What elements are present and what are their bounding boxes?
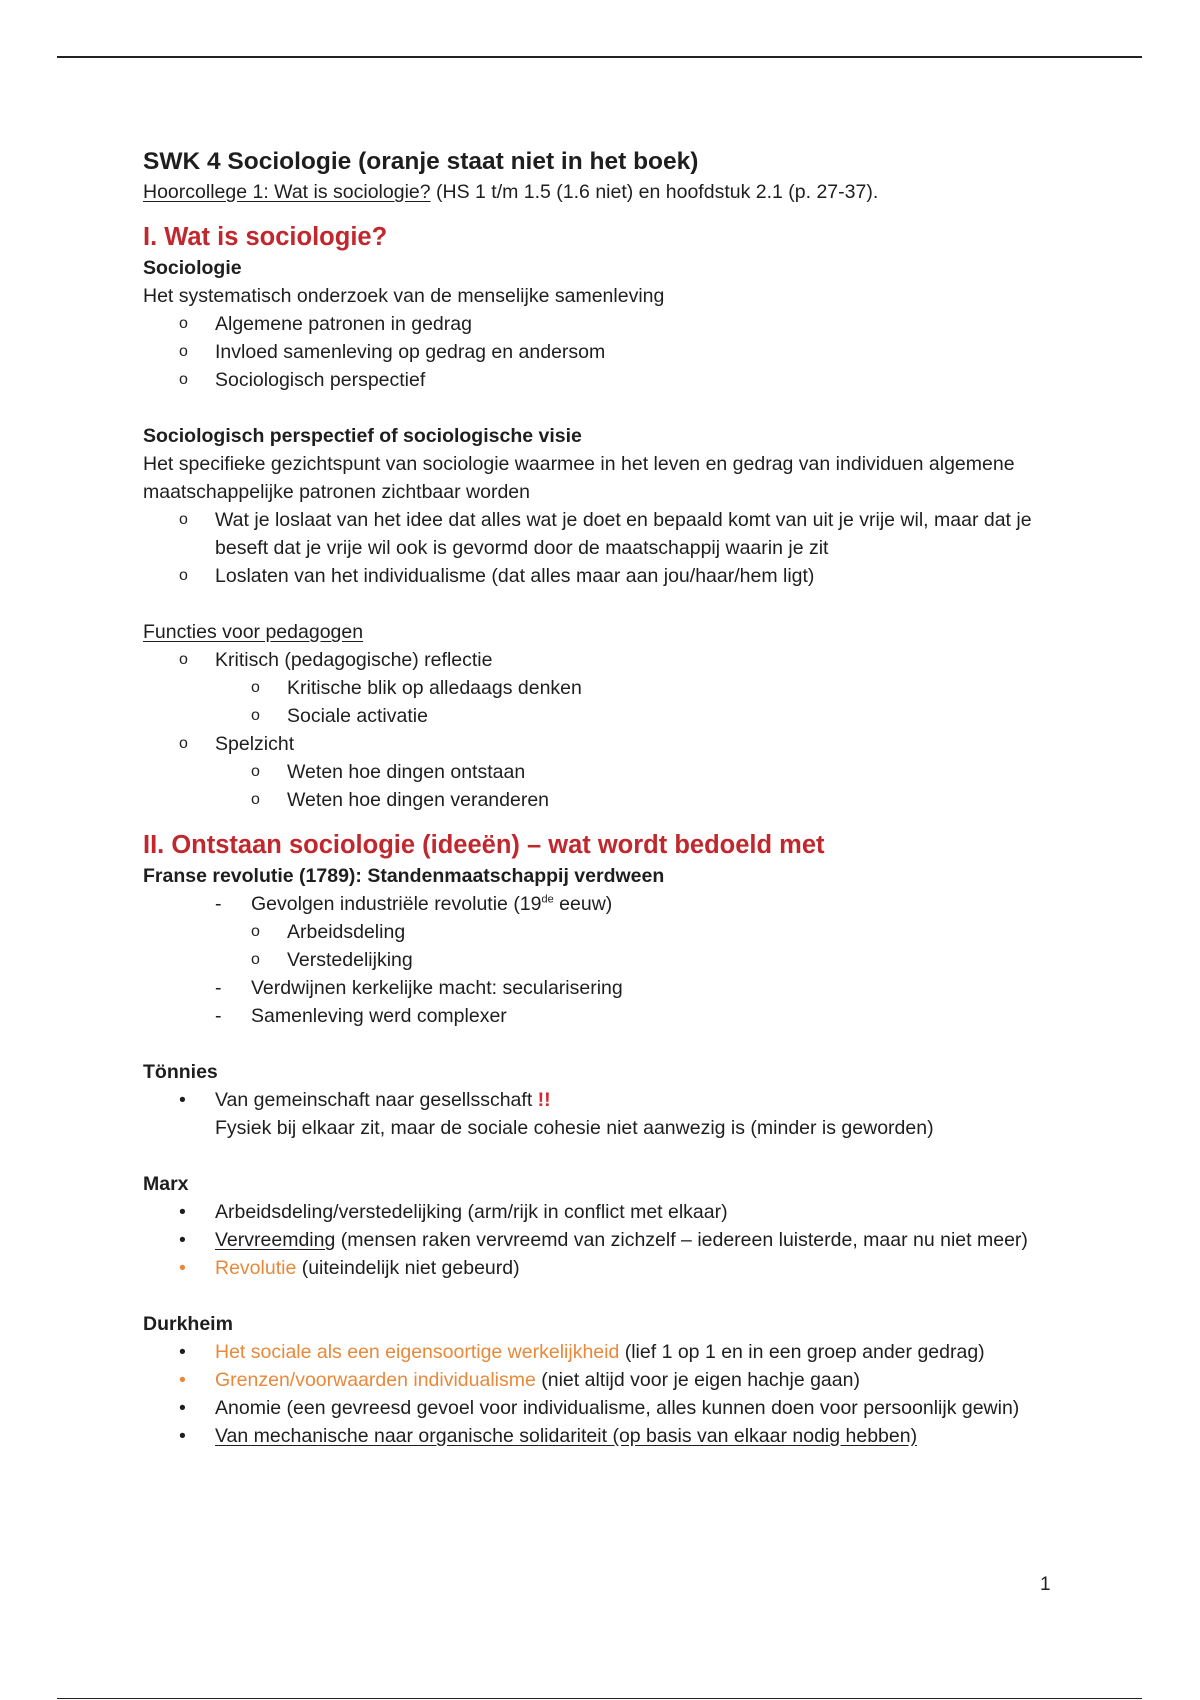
list-item: - Gevolgen industriële revolutie (19de eeuw) xyxy=(215,893,613,915)
list-item: o Wat je loslaat van het idee dat alles wat je doet en bepaald komt van uit je vrije wil, maar dat je beseft dat je vrije wil ook is gevormd door de maatschappij waarin je zit xyxy=(179,509,1032,559)
list-item: • Arbeidsdeling/verstedelijking (arm/rijk in conflict met elkaar) xyxy=(179,1201,728,1223)
list-item: • Revolutie (uiteindelijk niet gebeurd) xyxy=(179,1257,520,1279)
list-item: o Weten hoe dingen veranderen xyxy=(251,789,550,811)
list-item: o Invloed samenleving op gedrag en andersom xyxy=(179,341,606,363)
section-heading-1: I. Wat is sociologie? xyxy=(143,223,388,251)
french-revolution-subheading: Franse revolutie (1789): Standenmaatschappij verdween xyxy=(143,865,665,887)
section-heading-2: II. Ontstaan sociologie (ideeën) – wat wordt bedoeld met xyxy=(143,831,825,859)
term-sociologie: Sociologie xyxy=(143,257,242,279)
header-rule xyxy=(57,56,1142,58)
list-item: • Van gemeinschaft naar gesellsschaft !! Fysiek bij elkaar zit, maar de sociale cohesie niet aanwezig is (minder is geworden) xyxy=(179,1089,934,1139)
document-subtitle xyxy=(143,178,1063,206)
list-item: o Algemene patronen in gedrag xyxy=(179,313,472,335)
important-mark: !! xyxy=(537,1089,551,1111)
definition-sociologie: Het systematisch onderzoek van de menselijke samenleving xyxy=(143,285,665,307)
marx-title: Marx xyxy=(143,1173,189,1195)
list-item: o Loslaten van het individualisme (dat alles maar aan jou/haar/hem ligt) xyxy=(179,565,815,587)
list-item: o Sociologisch perspectief xyxy=(179,369,426,391)
subtitle-underlined: Hoorcollege 1: Wat is sociologie? xyxy=(143,181,431,203)
tonnies-title: Tönnies xyxy=(143,1061,218,1083)
list-item: o Kritisch (pedagogische) reflectie xyxy=(179,649,493,671)
perspective-definition: Het specifieke gezichtspunt van sociologie waarmee in het leven en gedrag van individuen algemene maatschappelijke patronen zichtbaar worden xyxy=(143,453,1015,503)
durkheim-title: Durkheim xyxy=(143,1313,233,1335)
list-item: o Kritische blik op alledaags denken xyxy=(251,677,582,699)
subtitle-rest: (HS 1 t/m 1.5 (1.6 niet) en hoofdstuk 2.1 (p. 27-37). xyxy=(430,181,879,203)
list-item: • Het sociale als een eigensoortige werkelijkheid (lief 1 op 1 en in een groep ander gedrag) xyxy=(179,1341,985,1363)
footer-rule xyxy=(57,1698,1142,1699)
list-item: • Vervreemding (mensen raken vervreemd van zichzelf – iedereen luisterde, maar nu niet meer) xyxy=(179,1229,1028,1251)
list-item: - Verdwijnen kerkelijke macht: secularisering xyxy=(215,977,623,999)
perspective-title: Sociologisch perspectief of sociologische visie xyxy=(143,425,582,447)
list-item: o Spelzicht xyxy=(179,733,295,755)
list-item: o Weten hoe dingen ontstaan xyxy=(251,761,526,783)
list-item: • Van mechanische naar organische solidariteit (op basis van elkaar nodig hebben) xyxy=(179,1425,918,1447)
functions-title: Functies voor pedagogen xyxy=(143,621,364,643)
list-item: • Anomie (een gevreesd gevoel voor individualisme, alles kunnen doen voor persoonlijk gewin) xyxy=(179,1397,1020,1419)
list-item: - Samenleving werd complexer xyxy=(215,1005,507,1027)
list-item: o Sociale activatie xyxy=(251,705,428,727)
list-item: o Verstedelijking xyxy=(251,949,413,971)
document-title: SWK 4 Sociologie (oranje staat niet in het boek) xyxy=(143,148,699,175)
document-page xyxy=(143,146,1063,1450)
list-item: • Grenzen/voorwaarden individualisme (niet altijd voor je eigen hachje gaan) xyxy=(179,1369,860,1391)
page-number: 1 xyxy=(1040,1574,1051,1595)
list-item: o Arbeidsdeling xyxy=(251,921,406,943)
